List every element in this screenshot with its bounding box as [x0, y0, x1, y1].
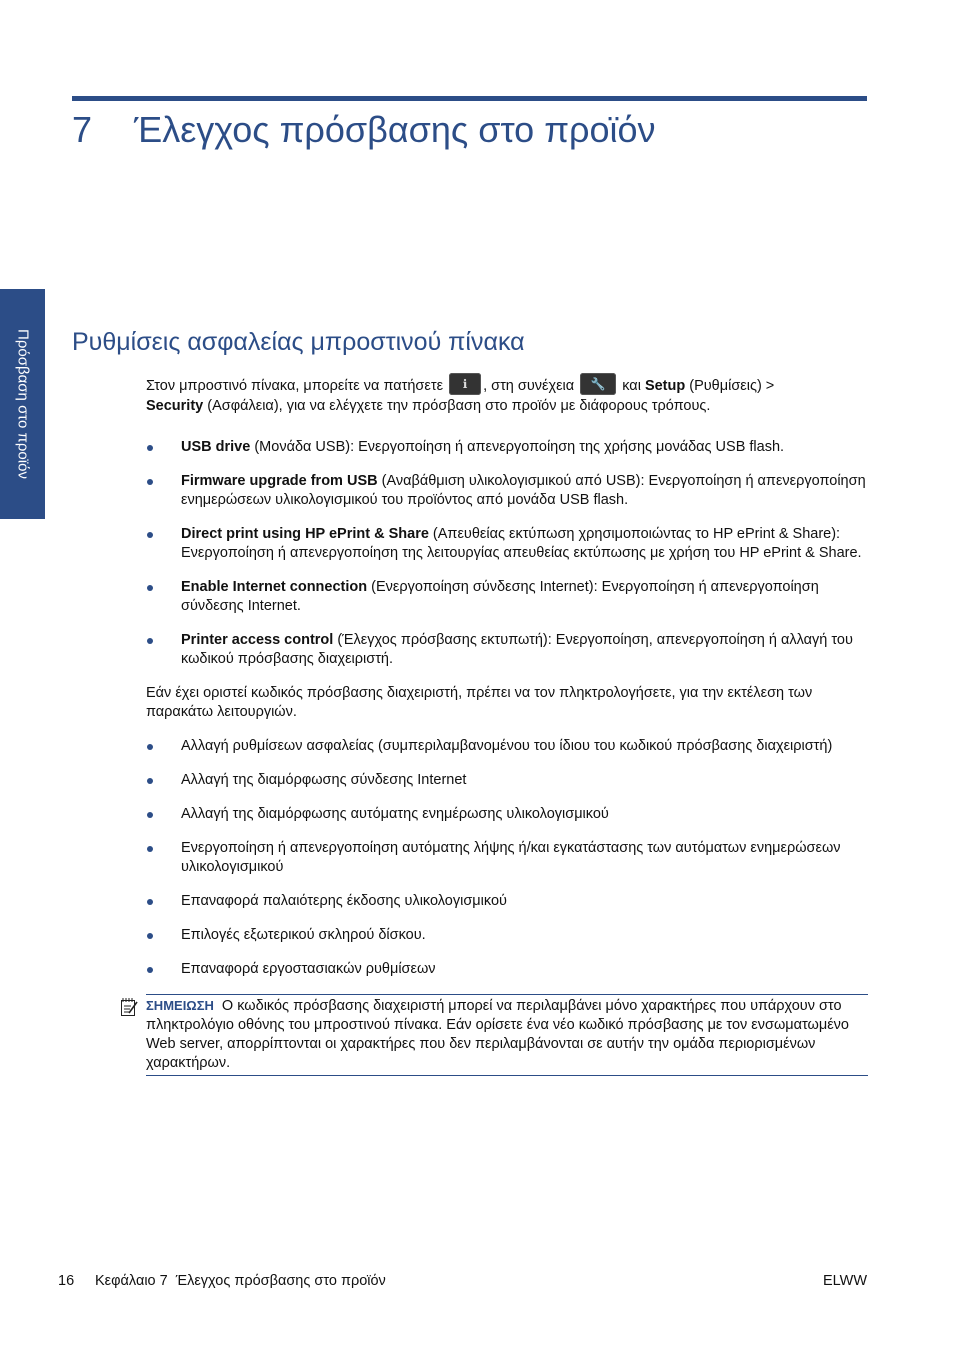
list-item: Επαναφορά παλαιότερης έκδοσης υλικολογισμικού	[146, 892, 868, 911]
chapter-title-text: Έλεγχος πρόσβασης στο προϊόν	[134, 109, 656, 150]
option-description: (Έλεγχος πρόσβασης εκτυπωτή): Ενεργοποίηση, απενεργοποίηση ή αλλαγή του κωδικού πρόσβασης διαχειριστή.	[181, 632, 853, 667]
chapter-number: 7	[72, 109, 93, 150]
setup-term: Setup	[644, 377, 686, 394]
list-item	[146, 578, 868, 616]
intro-text-5: (Ασφάλεια), για να ελέγχετε την πρόσβαση στο προϊόν με διάφορους τρόπους.	[203, 398, 711, 414]
footer-chapter-title: Έλεγχος πρόσβασης στο προϊόν	[175, 1273, 386, 1289]
side-tab	[0, 289, 45, 519]
option-name: Direct print using HP ePrint & Share	[181, 526, 429, 542]
list-item	[146, 438, 868, 457]
option-name: Firmware upgrade from USB	[181, 473, 378, 489]
intro-text-3: και	[618, 377, 645, 394]
wrench-icon: 🔧	[580, 373, 616, 395]
footer-code: ELWW	[822, 1273, 867, 1289]
info-icon: ℹ	[449, 373, 481, 395]
intro-text-1: Στον μπροστινό πίνακα, μπορείτε να πατήσετε	[146, 377, 448, 394]
list-item: Επιλογές εξωτερικού σκληρού δίσκου.	[146, 926, 868, 945]
section-title: Ρυθμίσεις ασφαλείας μπροστινού πίνακα	[72, 328, 525, 356]
chapter-title	[72, 108, 656, 151]
list-item: Ενεργοποίηση ή απενεργοποίηση αυτόματης λήψης ή/και εγκατάστασης των αυτόματων ενημερώσεων υλικολογισμικού	[146, 839, 868, 877]
security-options-list	[146, 438, 868, 669]
list-item: Επαναφορά εργοστασιακών ρυθμίσεων	[146, 960, 868, 979]
list-item	[146, 631, 868, 669]
intro-paragraph	[146, 375, 868, 416]
intro-text-4: (Ρυθμίσεις) >	[685, 377, 775, 394]
note-box	[146, 994, 868, 1076]
content	[146, 375, 868, 1076]
list-item	[146, 472, 868, 510]
admin-operations-list	[146, 737, 868, 979]
footer-left	[58, 1273, 386, 1289]
security-term: Security	[146, 398, 204, 414]
side-tab-label: Πρόσβαση στο προϊόν	[14, 329, 31, 479]
list-item	[146, 525, 868, 563]
option-description: (Ενεργοποίηση σύνδεσης Internet): Ενεργοποίηση ή απενεργοποίηση σύνδεσης Internet.	[181, 579, 819, 614]
intro-text-2: , στη συνέχεια	[483, 377, 579, 394]
note-text: Ο κωδικός πρόσβασης διαχειριστή μπορεί να περιλαμβάνει μόνο χαρακτήρες που υπάρχουν στο πληκτρολόγιο οθόνης του μπροστινού πίνακα. Εάν ορίσετε ένα νέο κωδικό πρόσβασης με τον ενσωματωμένο Web server, απορρίπτονται οι χαρακτήρες που δεν περιλαμβάνονται σε αυτήν την ομάδα περιορισμένων χαρακτήρων.	[146, 998, 849, 1071]
list-item: Αλλαγή της διαμόρφωσης σύνδεσης Internet	[146, 771, 868, 790]
option-description: (Αναβάθμιση υλικολογισμικού από USB): Ενεργοποίηση ή απενεργοποίηση ενημερώσεων υλικολογισμικού του προϊόντος από μονάδα USB flash.	[181, 473, 866, 508]
list-item: Αλλαγή ρυθμίσεων ασφαλείας (συμπεριλαμβανομένου του ίδιου του κωδικού πρόσβασης διαχειριστή)	[146, 737, 868, 756]
admin-paragraph: Εάν έχει οριστεί κωδικός πρόσβασης διαχειριστή, πρέπει να τον πληκτρολογήσετε, για την εκτέλεση των παρακάτω λειτουργιών.	[146, 685, 813, 720]
note-label: ΣΗΜΕΙΩΣΗ	[146, 998, 214, 1013]
list-item: Αλλαγή της διαμόρφωσης αυτόματης ενημέρωσης υλικολογισμικού	[146, 805, 868, 824]
option-description: (Απευθείας εκτύπωση χρησιμοποιώντας το HP ePrint & Share): Ενεργοποίηση ή απενεργοποίηση της λειτουργίας απευθείας εκτύπωσης με χρήση του HP ePrint & Share.	[181, 526, 862, 561]
page-number: 16	[58, 1273, 75, 1289]
option-name: Enable Internet connection	[181, 579, 368, 595]
option-name: USB drive	[181, 439, 251, 455]
option-name: Printer access control	[181, 632, 334, 648]
top-rule	[72, 96, 867, 101]
note-icon	[120, 997, 139, 1017]
option-description: (Μονάδα USB): Ενεργοποίηση ή απενεργοποίηση της χρήσης μονάδας USB flash.	[250, 439, 785, 455]
footer-chapter: Κεφάλαιο 7	[95, 1273, 168, 1289]
